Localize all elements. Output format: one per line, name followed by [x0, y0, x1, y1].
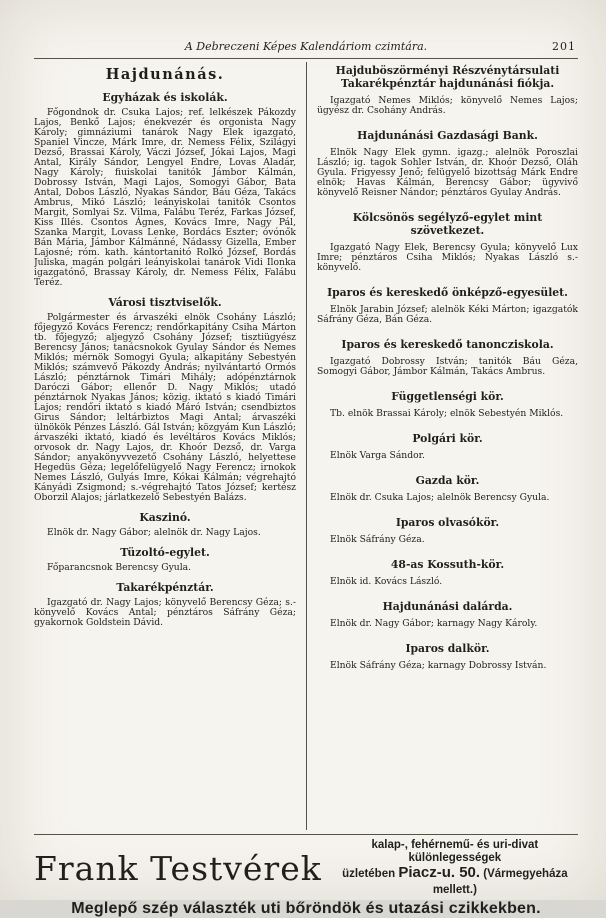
section-heading: Tüzoltó-egylet.	[120, 546, 210, 559]
section	[317, 516, 578, 545]
section-body: Igazgató Nagy Elek, Berencsy Gyula; könyvelő Lux Imre; pénztáros Csiha Miklós; Nyakas László s.-könyvelő.	[317, 242, 578, 273]
section-heading: Hajdunánási dalárda.	[382, 600, 513, 613]
section-body: Elnök id. Kovács László.	[330, 576, 443, 587]
ad-brand: Frank Testvérek	[34, 848, 322, 888]
section-body: Elnök Sáfrány Géza.	[330, 534, 425, 545]
section	[317, 286, 578, 325]
section-body: Polgármester és árvaszéki elnök Csohány László; főjegyző Kovács Ferencz; rendőrkapitány Csiha Márton tb. főjegyző; aljegyző Csohány József; tisztiügyész Berencsy János; tanácsnokok Gyulay Sándor és Nemes Miklós; mérnök Somogyi Gyula; alkapitány Sebestyén Miklós; számvevő Pákozdy András; nyilvántartó Ormós László; pénztárnok Timári Mihály; adópénztárnok Daróczi Gábor; ellenőr D. Nagy Miklós; utadó pénztárnok Nyakas János; közig. iktató s kiadó Timári Lajos; rendőri iktató s kiadó Máró István; csendbiztos Girus Sándor; leltárbiztos Magi Antal; árvaszéki ülnökök Pénzes László. Gál István; közgyám Kun László; árvaszéki iktató, kiadó és levéltáros Kovács Miklós; orvosok dr. Nagy Lajos, dr. Khoór Dezső, dr. Varga Sándor; anyakönyvvezető Csohány László, helyettese Hegedüs Géza; legelőfelügyelő Nagy Ferencz; irnokok Nemes László, Gulyás Imre, Kókai Kálmán; végrehajtó Kányádi Zsigmond; s.-végrehajtó Tatos József; kertész Oborzil Alajos; járlatkezelő Sebestyén Balázs.	[34, 312, 296, 503]
section-heading: Takarékpénztár.	[116, 581, 214, 594]
section	[317, 64, 578, 116]
header-title: A Debreczeni Képes Kalendáriom czimtára.	[184, 40, 428, 53]
section	[317, 390, 578, 419]
section	[317, 211, 578, 273]
section-body: Elnök Jarabin József; alelnök Kéki Márton; igazgatók Sáfrány Géza, Bán Géza.	[317, 304, 578, 325]
section-heading: Kaszinó.	[139, 511, 191, 524]
section-body: Elnök Nagy Elek gymn. igazg.; alelnök Poroszlai László; ig. tagok Sohler István, dr. Khoór Dezső, Oláh Gyula. Frigyessy Jenő; felügyelő bizottság Márk Endre elnök; Havas Kálmán, Berencsy Gábor; ügyvivő könyvelő Reisner Nándor; pénztáros Gyulay András.	[317, 147, 578, 198]
section-body: Elnök Sáfrány Géza; karnagy Dobrossy István.	[330, 660, 547, 671]
section	[317, 642, 578, 671]
ad-line2-prefix: üzletében	[342, 868, 396, 880]
section-heading: Iparos dalkör.	[405, 642, 490, 655]
section-body: Tb. elnök Brassai Károly; elnök Sebestyén Miklós.	[330, 408, 564, 419]
section-heading: Városi tisztviselők.	[108, 296, 222, 309]
section	[317, 338, 578, 377]
section-heading: Polgári kör.	[412, 432, 483, 445]
section	[317, 432, 578, 461]
section-body: Elnök dr. Nagy Gábor; alelnök dr. Nagy Lajos.	[47, 527, 261, 538]
ad-tagline: Meglepő szép választék uti bőröndök és utazási czikkekben.	[71, 900, 541, 917]
advertisement-top	[34, 839, 578, 898]
section	[34, 296, 296, 503]
section-body: Elnök Varga Sándor.	[330, 450, 425, 461]
section	[317, 129, 578, 198]
section	[34, 546, 296, 573]
columns	[34, 62, 578, 830]
section-heading: Egyházak és iskolák.	[102, 91, 228, 104]
section	[317, 474, 578, 503]
section-heading: 48-as Kossuth-kör.	[390, 558, 505, 571]
section-body: Főparancsnok Berencsy Gyula.	[47, 562, 192, 573]
section-body: Elnök dr. Nagy Gábor; karnagy Nagy Károly.	[330, 618, 538, 629]
section-body: Igazgató dr. Nagy Lajos; könyvelő Berencsy Géza; s.-könyvelő Kovács Antal; pénztáros Sáfrány Géza; gyakornok Goldstein Dávid.	[34, 597, 296, 628]
section-heading: Hajduböszörményi Részvénytársulati Takarékpénztár hajdunánási fiókja.	[335, 64, 560, 90]
ad-line1: kalap-, fehérnemű- és uri-divat különlegességek	[371, 839, 539, 864]
section-heading: Iparos és kereskedő tanoncziskola.	[341, 338, 554, 351]
section-heading: Gazda kör.	[415, 474, 480, 487]
section-heading: Kölcsönös segélyző-egylet mint szövetkezet.	[352, 211, 543, 237]
page-header	[34, 40, 578, 53]
left-column	[34, 62, 306, 830]
section	[34, 581, 296, 628]
section	[317, 558, 578, 587]
section-body: Igazgató Nemes Miklós; könyvelő Nemes Lajos; ügyész dr. Csohány András.	[317, 95, 578, 116]
page-number: 201	[552, 40, 576, 53]
section-body: Főgondnok dr. Csuka Lajos; ref. lelkészek Pákozdy Lajos, Benkő Lajos; énekvezér és orgonista Nagy Károly; gimnáziumi tanárok Nagy Elek igazgató, Spaniel Vincze, Márk Imre, dr. Nemess Félix, Szilágyi Dezső, Brassai Károly, Váczi József, Jókai Lajos, Magi Antal, Király Sándor, Lengyel Endre, Lovas Aladár, Nagy Károly; fiuiskolai tanitók Jámbor Kálmán, Dobrossy István, Magi Lajos, Somogyi Gábor, Bata Antal, Dobos László, Nyakas Sándor, Báu Géza, Takács Ambrus, Mikó László; leányiskolai tanitók Csontos Margit, Somlyai Sz. Vilma, Falábu Teréz, Farkas József, Kiss Illés. Csontos Ágnes, Kovács Imre, Nagy Pál, Szanka Margit, Lovass Lenke, Bordács Eszter; óvónők Bán Mária, Jámbor Kálmánné, Nádassy Gizella, Ember Lajosné; róm. kath. kántortanitó Rolkó József, Bordás Juliska, magán polgári leányiskolai tanárok Vidi Ilonka igazgatónő, Brassay Károly, dr. Nemess Félix, Falábu Teréz.	[34, 107, 296, 288]
column-title: Hajdunánás.	[105, 66, 225, 83]
header-rule	[34, 58, 578, 59]
section-body: Igazgató Dobrossy István; tanitók Báu Géza, Somogyi Gábor, Jámbor Kálmán, Takács Ambrus.	[317, 356, 578, 377]
ad-line2-suffix: (Vármegyeháza mellett.)	[432, 868, 568, 896]
ad-text-block	[332, 839, 578, 898]
right-column	[306, 62, 578, 830]
section-body: Elnök dr. Csuka Lajos; alelnök Berencsy Gyula.	[330, 492, 550, 503]
ad-line2	[332, 865, 578, 898]
section	[34, 511, 296, 538]
section-heading: Függetlenségi kör.	[391, 390, 504, 403]
section-heading: Iparos olvasókör.	[395, 516, 500, 529]
section-heading: Iparos és kereskedő önképző-egyesület.	[327, 286, 568, 299]
section	[317, 600, 578, 629]
ad-address: Piacz-u. 50.	[398, 864, 481, 881]
section	[34, 91, 296, 288]
advertisement	[34, 835, 578, 918]
section-heading: Hajdunánási Gazdasági Bank.	[357, 129, 538, 142]
